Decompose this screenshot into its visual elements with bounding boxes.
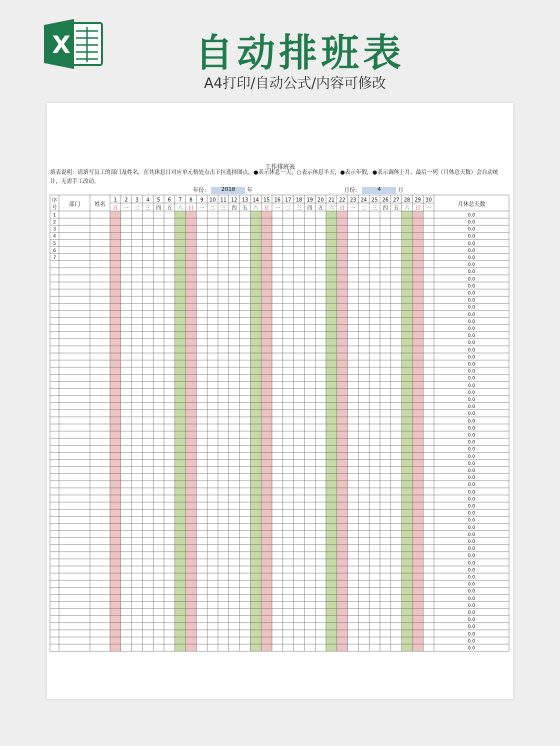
weekday-label: 日	[339, 205, 345, 212]
day-number: 5	[157, 197, 161, 204]
row-total: 0.0	[467, 632, 476, 638]
weekday-label: 四	[382, 205, 388, 212]
day-number: 25	[371, 197, 378, 204]
day-number: 17	[285, 197, 292, 204]
row-total: 0.0	[467, 433, 476, 439]
day-number: 18	[295, 197, 303, 204]
spreadsheet-page	[47, 103, 513, 699]
row-total: 0.0	[467, 398, 476, 403]
weekday-label: 三	[372, 205, 378, 212]
weekday-label: 三	[145, 205, 151, 212]
weekday-label: 四	[307, 205, 313, 212]
weekday-label: 六	[177, 205, 183, 212]
weekday-label: 二	[285, 205, 291, 212]
row-total: 0.0	[467, 319, 476, 325]
header-seq: 号	[51, 205, 58, 211]
row-total: 0.0	[467, 625, 476, 631]
day-number: 19	[306, 197, 313, 204]
row-total: 0.0	[467, 540, 476, 545]
row-total: 0.0	[467, 639, 476, 645]
row-total: 0.0	[467, 497, 476, 503]
weekday-label: 日	[264, 205, 270, 212]
weekday-label: 五	[166, 205, 172, 212]
row-number: 1	[53, 213, 56, 219]
year-label: 年份：	[193, 188, 210, 194]
row-total: 0.0	[467, 525, 476, 531]
year-suffix: 年	[247, 188, 253, 194]
row-total: 0.0	[467, 554, 476, 560]
row-total: 0.0	[467, 440, 476, 446]
row-total: 0.0	[467, 369, 476, 375]
month-label: 月份：	[344, 188, 361, 194]
day-number: 6	[167, 197, 171, 204]
day-number: 20	[317, 197, 324, 204]
day-number: 12	[231, 197, 238, 204]
row-total: 0.0	[467, 284, 476, 290]
day-number: 11	[220, 197, 227, 204]
weekday-label: 六	[253, 205, 259, 212]
month-input[interactable]: 4	[362, 187, 396, 194]
day-number: 4	[146, 197, 150, 204]
day-number: 9	[200, 197, 204, 204]
weekday-label: 一	[274, 205, 280, 212]
sheet-instructions: 填表说明：请填写员工的部门及姓名，在其休息日对应单元格处点击下拉选择图点，●表示休息一天，○表示休息半天，●表示年假，●表示调休上月，最后一列（月休总天数）会自动统计，无需手工改动。	[50, 170, 499, 185]
day-number: 2	[124, 197, 128, 204]
day-number: 27	[393, 197, 400, 204]
row-total: 0.0	[467, 412, 476, 418]
row-total: 0.0	[467, 334, 476, 340]
row-total: 0.0	[467, 490, 476, 496]
row-total: 0.0	[467, 213, 476, 219]
sheet-title: 工作排班表	[264, 164, 295, 171]
day-number: 30	[425, 197, 432, 204]
row-total: 0.0	[467, 327, 476, 332]
day-number: 16	[274, 197, 281, 204]
weekday-label: 三	[220, 205, 226, 212]
page-title: 自动排班表	[194, 31, 405, 75]
row-total: 0.0	[467, 362, 476, 368]
weekday-label: 二	[134, 205, 140, 212]
header-seq: 序	[51, 198, 58, 204]
row-total: 0.0	[467, 547, 476, 553]
row-total: 0.0	[467, 234, 476, 240]
day-number: 13	[241, 197, 249, 204]
row-total: 0.0	[467, 256, 476, 261]
row-total: 0.0	[467, 426, 476, 432]
row-total: 0.0	[467, 454, 476, 460]
weekday-label: 一	[350, 205, 356, 212]
row-number: 6	[53, 248, 56, 254]
row-total: 0.0	[467, 263, 476, 269]
month-suffix: 月	[398, 188, 404, 194]
weekday-label: 日	[112, 205, 118, 212]
row-total: 0.0	[467, 390, 476, 396]
day-number: 7	[178, 197, 182, 204]
row-total: 0.0	[467, 241, 476, 247]
row-total: 0.0	[467, 298, 476, 304]
schedule-table	[47, 103, 513, 699]
header-total: 月休总天数	[457, 202, 486, 208]
row-number: 3	[53, 227, 56, 233]
row-total: 0.0	[467, 447, 476, 453]
row-total: 0.0	[467, 291, 476, 297]
day-number: 21	[328, 197, 335, 204]
row-total: 0.0	[467, 383, 476, 389]
weekday-label: 日	[188, 205, 194, 212]
day-number: 14	[252, 197, 259, 204]
weekday-label: 四	[231, 205, 237, 212]
row-total: 0.0	[467, 341, 476, 347]
weekday-label: 三	[296, 205, 302, 212]
row-total: 0.0	[467, 476, 476, 482]
row-total: 0.0	[467, 561, 476, 567]
row-total: 0.0	[467, 611, 476, 616]
day-number: 15	[263, 197, 270, 204]
row-total: 0.0	[467, 461, 476, 467]
row-total: 0.0	[467, 355, 476, 361]
weekday-label: 日	[415, 205, 421, 212]
row-total: 0.0	[467, 483, 476, 489]
row-total: 0.0	[467, 504, 476, 510]
row-total: 0.0	[467, 305, 476, 311]
row-number: 4	[53, 234, 56, 240]
row-total: 0.0	[467, 582, 476, 588]
row-total: 0.0	[467, 227, 476, 233]
weekday-label: 二	[210, 205, 216, 212]
weekday-label: 一	[426, 205, 432, 212]
row-number: 7	[53, 256, 56, 261]
row-total: 0.0	[467, 270, 476, 276]
weekday-label: 二	[361, 205, 367, 212]
day-number: 10	[209, 197, 216, 204]
row-total: 0.0	[467, 532, 476, 538]
row-total: 0.0	[467, 376, 476, 382]
row-total: 0.0	[467, 220, 476, 226]
row-total: 0.0	[467, 646, 476, 652]
header-dept: 部门	[68, 202, 81, 208]
weekday-label: 四	[156, 205, 162, 212]
day-number: 29	[414, 197, 421, 204]
row-total: 0.0	[467, 596, 476, 602]
row-total: 0.0	[467, 419, 476, 425]
row-total: 0.0	[467, 589, 476, 595]
row-total: 0.0	[467, 312, 476, 318]
weekday-label: 六	[328, 205, 334, 212]
day-number: 23	[349, 197, 357, 204]
row-total: 0.0	[467, 248, 476, 254]
row-total: 0.0	[467, 518, 476, 524]
day-number: 28	[403, 197, 411, 204]
row-total: 0.0	[467, 405, 476, 411]
header-name: 姓名	[94, 202, 106, 208]
weekday-label: 一	[123, 205, 129, 212]
weekday-label: 一	[199, 205, 205, 212]
day-number: 3	[135, 197, 139, 204]
row-total: 0.0	[467, 348, 476, 354]
page-subtitle: A4打印/自动公式/内容可修改	[204, 76, 386, 92]
row-total: 0.0	[467, 603, 476, 609]
day-number: 24	[360, 197, 367, 204]
day-number: 8	[189, 197, 193, 204]
row-total: 0.0	[467, 618, 476, 624]
row-total: 0.0	[467, 277, 476, 283]
row-total: 0.0	[467, 568, 476, 574]
row-total: 0.0	[467, 469, 476, 474]
row-number: 5	[53, 241, 56, 247]
row-total: 0.0	[467, 575, 476, 581]
weekday-label: 五	[393, 205, 399, 212]
day-number: 26	[382, 197, 389, 204]
excel-logo-letter: X	[52, 31, 71, 59]
year-input[interactable]: 2018	[211, 187, 245, 194]
day-number: 1	[113, 197, 117, 204]
row-total: 0.0	[467, 511, 476, 517]
weekday-label: 五	[318, 205, 324, 212]
weekday-label: 六	[404, 205, 410, 212]
weekday-label: 五	[242, 205, 248, 212]
day-number: 22	[339, 197, 346, 204]
row-number: 2	[53, 220, 56, 226]
